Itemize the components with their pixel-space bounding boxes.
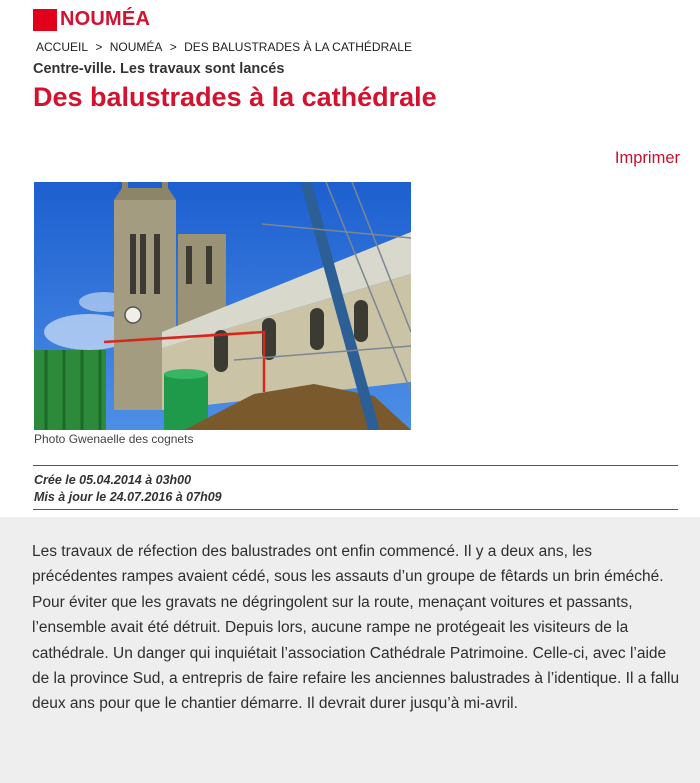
breadcrumb-current: DES BALUSTRADES À LA CATHÉDRALE bbox=[184, 40, 412, 54]
breadcrumb-section[interactable]: NOUMÉA bbox=[109, 40, 163, 54]
article-body-text: Les travaux de réfection des balustrades ont enfin commencé. Il y a deux ans, les précédentes rampes avaient cédé, sous les assauts d’un groupe de fêtards un brin éméché. Pour éviter que les gravats ne dégringolent sur la route, menaçant voitures et passants, l’ensemble avait été détruit. Depuis lors, aucune rampe ne protégeait les visiteurs de la cathédrale. Un danger qui inquiétait l’association Cathédrale Patrimoine. Celle-ci, avec l’aide de la province Sud, a entrepris de faire refaire les anciennes balustrades à l’identique. Il a fallu deux ans pour que le chantier démarre. Il devrait durer jusqu’à mi-avril. bbox=[32, 543, 680, 713]
breadcrumb-separator: > bbox=[169, 40, 177, 54]
section-header bbox=[33, 8, 150, 31]
breadcrumb-home[interactable]: ACCUEIL bbox=[36, 40, 89, 54]
updated-date: Mis à jour le 24.07.2016 à 07h09 bbox=[34, 490, 222, 504]
print-link[interactable]: Imprimer bbox=[614, 149, 680, 167]
photo-caption: Photo Gwenaelle des cognets bbox=[34, 432, 194, 446]
article-photo bbox=[34, 182, 411, 430]
breadcrumb-separator: > bbox=[95, 40, 103, 54]
section-marker bbox=[33, 9, 57, 31]
article-body-panel bbox=[0, 517, 700, 783]
divider bbox=[33, 509, 678, 510]
article-headline: Des balustrades à la cathédrale bbox=[33, 82, 437, 112]
section-title[interactable]: NOUMÉA bbox=[60, 8, 151, 30]
cathedral-photo-illustration bbox=[34, 182, 411, 430]
breadcrumb bbox=[36, 40, 416, 54]
article-overtitle: Centre-ville. Les travaux sont lancés bbox=[33, 61, 285, 77]
created-date: Crée le 05.04.2014 à 03h00 bbox=[34, 473, 192, 487]
divider bbox=[33, 465, 678, 466]
